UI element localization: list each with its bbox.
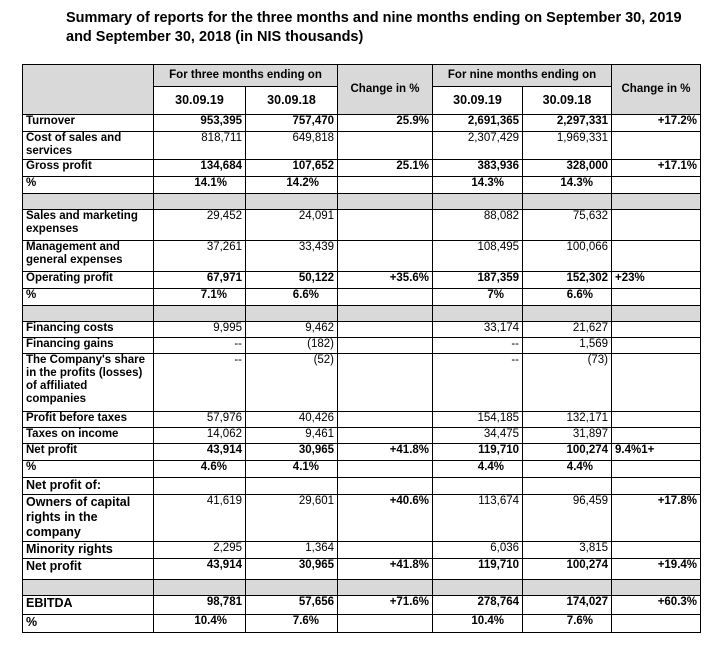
cell: 6.6% bbox=[246, 289, 338, 306]
spacer-row bbox=[23, 194, 701, 210]
table-row bbox=[23, 322, 701, 338]
row-label: The Company's share in the profits (losses) of affiliated companies bbox=[23, 354, 154, 412]
cell bbox=[612, 428, 701, 444]
cell: 14.1% bbox=[154, 177, 246, 194]
cell: 4.4% bbox=[433, 461, 523, 478]
cell: 119,710 bbox=[433, 559, 523, 580]
cell: 107,652 bbox=[246, 160, 338, 177]
row-label: Taxes on income bbox=[23, 428, 154, 444]
table-row bbox=[23, 160, 701, 177]
row-label: % bbox=[23, 461, 154, 478]
cell: +40.6% bbox=[338, 495, 433, 542]
cell bbox=[612, 322, 701, 338]
row-label: Minority rights bbox=[23, 542, 154, 559]
table-row bbox=[23, 177, 701, 194]
header-change-3m: Change in % bbox=[338, 65, 433, 115]
row-label: Financing gains bbox=[23, 338, 154, 354]
table-row bbox=[23, 542, 701, 559]
cell bbox=[338, 132, 433, 160]
cell: 9,461 bbox=[246, 428, 338, 444]
header-change-9m: Change in % bbox=[612, 65, 701, 115]
cell bbox=[612, 542, 701, 559]
cell: 100,274 bbox=[523, 559, 612, 580]
cell: 30,965 bbox=[246, 559, 338, 580]
cell: (73) bbox=[523, 354, 612, 412]
header-date: 30.09.19 bbox=[433, 87, 523, 115]
row-label: EBITDA bbox=[23, 596, 154, 615]
cell: 34,475 bbox=[433, 428, 523, 444]
header-date: 30.09.19 bbox=[154, 87, 246, 115]
row-label: Financing costs bbox=[23, 322, 154, 338]
row-label: Sales and marketing expenses bbox=[23, 210, 154, 241]
row-label: Turnover bbox=[23, 115, 154, 132]
report-title: Summary of reports for the three months and nine months ending on September 30, 2019 and September 30, 2018 (in NIS thousands) bbox=[66, 10, 682, 45]
cell: 57,976 bbox=[154, 412, 246, 428]
cell bbox=[612, 412, 701, 428]
header-date: 30.09.18 bbox=[246, 87, 338, 115]
table-row bbox=[23, 412, 701, 428]
row-label: % bbox=[23, 615, 154, 633]
cell bbox=[338, 322, 433, 338]
cell: +60.3% bbox=[612, 596, 701, 615]
cell: 50,122 bbox=[246, 272, 338, 289]
header-three-months: For three months ending on bbox=[154, 65, 338, 87]
cell: 174,027 bbox=[523, 596, 612, 615]
row-label: % bbox=[23, 177, 154, 194]
cell: 29,601 bbox=[246, 495, 338, 542]
cell: 383,936 bbox=[433, 160, 523, 177]
cell: 108,495 bbox=[433, 241, 523, 272]
cell: 33,174 bbox=[433, 322, 523, 338]
cell: (182) bbox=[246, 338, 338, 354]
cell: -- bbox=[433, 354, 523, 412]
cell: 7.6% bbox=[523, 615, 612, 633]
cell: 14.2% bbox=[246, 177, 338, 194]
cell: 1,364 bbox=[246, 542, 338, 559]
cell: 88,082 bbox=[433, 210, 523, 241]
table-row bbox=[23, 596, 701, 615]
cell: 2,307,429 bbox=[433, 132, 523, 160]
cell: 96,459 bbox=[523, 495, 612, 542]
cell: 6.6% bbox=[523, 289, 612, 306]
cell: 953,395 bbox=[154, 115, 246, 132]
table-row bbox=[23, 210, 701, 241]
cell: 9,995 bbox=[154, 322, 246, 338]
cell bbox=[338, 241, 433, 272]
cell: 2,691,365 bbox=[433, 115, 523, 132]
cell bbox=[338, 412, 433, 428]
cell bbox=[612, 289, 701, 306]
cell: 40,426 bbox=[246, 412, 338, 428]
cell: 57,656 bbox=[246, 596, 338, 615]
cell: 33,439 bbox=[246, 241, 338, 272]
cell: 649,818 bbox=[246, 132, 338, 160]
table-row bbox=[23, 241, 701, 272]
cell: 6,036 bbox=[433, 542, 523, 559]
cell: 134,684 bbox=[154, 160, 246, 177]
cell: 100,274 bbox=[523, 444, 612, 461]
table-row bbox=[23, 115, 701, 132]
cell bbox=[338, 461, 433, 478]
cell: 7.1% bbox=[154, 289, 246, 306]
cell: -- bbox=[433, 338, 523, 354]
cell: 100,066 bbox=[523, 241, 612, 272]
cell: 25.9% bbox=[338, 115, 433, 132]
table-row bbox=[23, 272, 701, 289]
row-label: Owners of capital rights in the company bbox=[23, 495, 154, 542]
row-label: Net profit bbox=[23, 444, 154, 461]
cell: 2,297,331 bbox=[523, 115, 612, 132]
cell: 9,462 bbox=[246, 322, 338, 338]
row-label: Cost of sales and services bbox=[23, 132, 154, 160]
table-row bbox=[23, 444, 701, 461]
cell: 1,969,331 bbox=[523, 132, 612, 160]
cell bbox=[338, 289, 433, 306]
table-row bbox=[23, 559, 701, 580]
cell: 7% bbox=[433, 289, 523, 306]
cell: 98,781 bbox=[154, 596, 246, 615]
cell: 187,359 bbox=[433, 272, 523, 289]
cell bbox=[612, 461, 701, 478]
cell: 75,632 bbox=[523, 210, 612, 241]
table-row bbox=[23, 354, 701, 412]
table-row bbox=[23, 615, 701, 633]
table-row bbox=[23, 289, 701, 306]
header-date: 30.09.18 bbox=[523, 87, 612, 115]
cell bbox=[338, 542, 433, 559]
cell: 3,815 bbox=[523, 542, 612, 559]
cell: 154,185 bbox=[433, 412, 523, 428]
cell bbox=[338, 615, 433, 633]
table-row bbox=[23, 132, 701, 160]
cell: 37,261 bbox=[154, 241, 246, 272]
table-row bbox=[23, 478, 701, 495]
cell: 9.4%1+ bbox=[612, 444, 701, 461]
cell: +41.8% bbox=[338, 559, 433, 580]
cell bbox=[338, 177, 433, 194]
spacer-row bbox=[23, 306, 701, 322]
cell: 328,000 bbox=[523, 160, 612, 177]
row-label: Management and general expenses bbox=[23, 241, 154, 272]
row-label: % bbox=[23, 289, 154, 306]
cell bbox=[338, 354, 433, 412]
cell: 29,452 bbox=[154, 210, 246, 241]
cell: +17.8% bbox=[612, 495, 701, 542]
cell: 67,971 bbox=[154, 272, 246, 289]
row-label: Gross profit bbox=[23, 160, 154, 177]
table-row bbox=[23, 495, 701, 542]
spacer-row bbox=[23, 580, 701, 596]
cell: 14,062 bbox=[154, 428, 246, 444]
cell: 132,171 bbox=[523, 412, 612, 428]
cell bbox=[612, 615, 701, 633]
cell: 119,710 bbox=[433, 444, 523, 461]
cell: 30,965 bbox=[246, 444, 338, 461]
row-label: Net profit bbox=[23, 559, 154, 580]
cell bbox=[612, 132, 701, 160]
cell: 113,674 bbox=[433, 495, 523, 542]
cell bbox=[338, 338, 433, 354]
header-nine-months: For nine months ending on bbox=[433, 65, 612, 87]
table-row bbox=[23, 338, 701, 354]
cell: 43,914 bbox=[154, 559, 246, 580]
cell: 4.1% bbox=[246, 461, 338, 478]
cell: 757,470 bbox=[246, 115, 338, 132]
header-blank bbox=[23, 65, 154, 115]
cell: 24,091 bbox=[246, 210, 338, 241]
table-row bbox=[23, 461, 701, 478]
cell: 43,914 bbox=[154, 444, 246, 461]
cell: +35.6% bbox=[338, 272, 433, 289]
cell: 1,569 bbox=[523, 338, 612, 354]
cell: +17.2% bbox=[612, 115, 701, 132]
cell: 14.3% bbox=[523, 177, 612, 194]
cell: 7.6% bbox=[246, 615, 338, 633]
cell: 25.1% bbox=[338, 160, 433, 177]
row-label: Operating profit bbox=[23, 272, 154, 289]
cell: +17.1% bbox=[612, 160, 701, 177]
cell bbox=[612, 177, 701, 194]
cell: +71.6% bbox=[338, 596, 433, 615]
cell bbox=[612, 338, 701, 354]
cell bbox=[338, 210, 433, 241]
row-label: Net profit of: bbox=[23, 478, 154, 495]
cell: 21,627 bbox=[523, 322, 612, 338]
cell bbox=[338, 428, 433, 444]
cell: -- bbox=[154, 338, 246, 354]
cell: 152,302 bbox=[523, 272, 612, 289]
cell: 31,897 bbox=[523, 428, 612, 444]
cell bbox=[612, 210, 701, 241]
cell: 41,619 bbox=[154, 495, 246, 542]
cell: +19.4% bbox=[612, 559, 701, 580]
cell: +41.8% bbox=[338, 444, 433, 461]
cell: 4.4% bbox=[523, 461, 612, 478]
cell: +23% bbox=[612, 272, 701, 289]
cell: 10.4% bbox=[433, 615, 523, 633]
cell: 10.4% bbox=[154, 615, 246, 633]
cell: (52) bbox=[246, 354, 338, 412]
cell: 818,711 bbox=[154, 132, 246, 160]
header-row-top bbox=[23, 65, 701, 87]
cell bbox=[612, 241, 701, 272]
cell: 2,295 bbox=[154, 542, 246, 559]
cell: 14.3% bbox=[433, 177, 523, 194]
cell: 4.6% bbox=[154, 461, 246, 478]
cell: -- bbox=[154, 354, 246, 412]
table-row bbox=[23, 428, 701, 444]
row-label: Profit before taxes bbox=[23, 412, 154, 428]
cell: 278,764 bbox=[433, 596, 523, 615]
report-table bbox=[22, 64, 701, 633]
cell bbox=[612, 354, 701, 412]
